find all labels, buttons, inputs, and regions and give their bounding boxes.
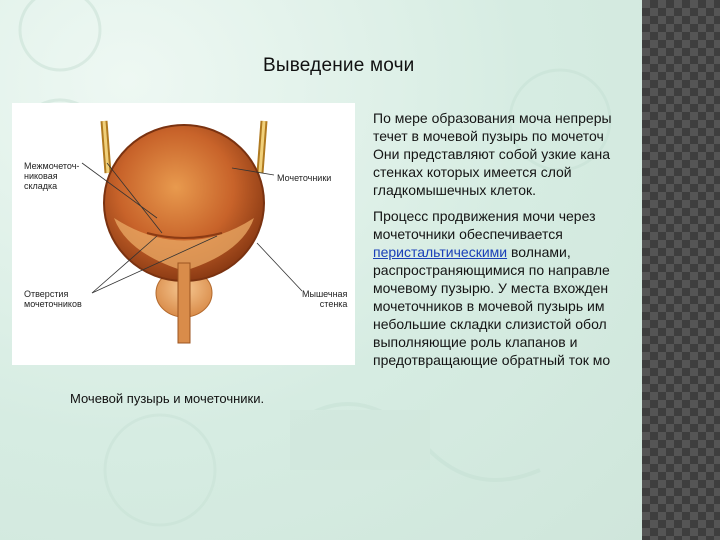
text-line: гладкомышечных клеток. bbox=[373, 182, 537, 198]
label-openings: Отверстия мочеточников bbox=[24, 289, 82, 309]
text-line: мочевому пузырю. У места вхожден bbox=[373, 280, 609, 296]
bladder-illustration bbox=[12, 103, 355, 365]
urethra bbox=[178, 263, 190, 343]
peristaltic-link[interactable]: перистальтическими bbox=[373, 244, 508, 260]
text-line: распространяющимися по направле bbox=[373, 262, 610, 278]
label-muscle: Мышечная стенка bbox=[302, 289, 348, 309]
text-line: По мере образования моча непреры bbox=[373, 110, 612, 126]
text-line: Они представляют собой узкие кана bbox=[373, 146, 610, 162]
slide-title: Выведение мочи bbox=[263, 55, 415, 76]
text-line: предотвращающие обратный ток мо bbox=[373, 352, 611, 368]
text-line: мочеточников в мочевой пузырь им bbox=[373, 298, 605, 314]
link-trailing-text: волнами, bbox=[507, 244, 571, 260]
label-ureters: Мочеточники bbox=[277, 173, 332, 183]
text-line: течет в мочевой пузырь по мочеточ bbox=[373, 128, 604, 144]
text-line: стенках которых имеется слой bbox=[373, 164, 572, 180]
text-line: небольшие складки слизистой обол bbox=[373, 316, 607, 332]
text-line: мочеточники обеспечивается bbox=[373, 226, 563, 242]
side-decor-panel bbox=[642, 0, 720, 540]
text-line: выполняющие роль клапанов и bbox=[373, 334, 578, 350]
text-line: Процесс продвижения мочи через bbox=[373, 208, 596, 224]
text-line bbox=[373, 243, 642, 261]
paragraph-1 bbox=[373, 109, 642, 199]
body-text bbox=[373, 109, 642, 385]
bladder-figure bbox=[12, 103, 355, 365]
paragraph-2 bbox=[373, 207, 642, 369]
figure-caption: Мочевой пузырь и мочеточники. bbox=[70, 391, 265, 406]
label-fold: Межмочеточ- никовая складка bbox=[24, 161, 80, 191]
